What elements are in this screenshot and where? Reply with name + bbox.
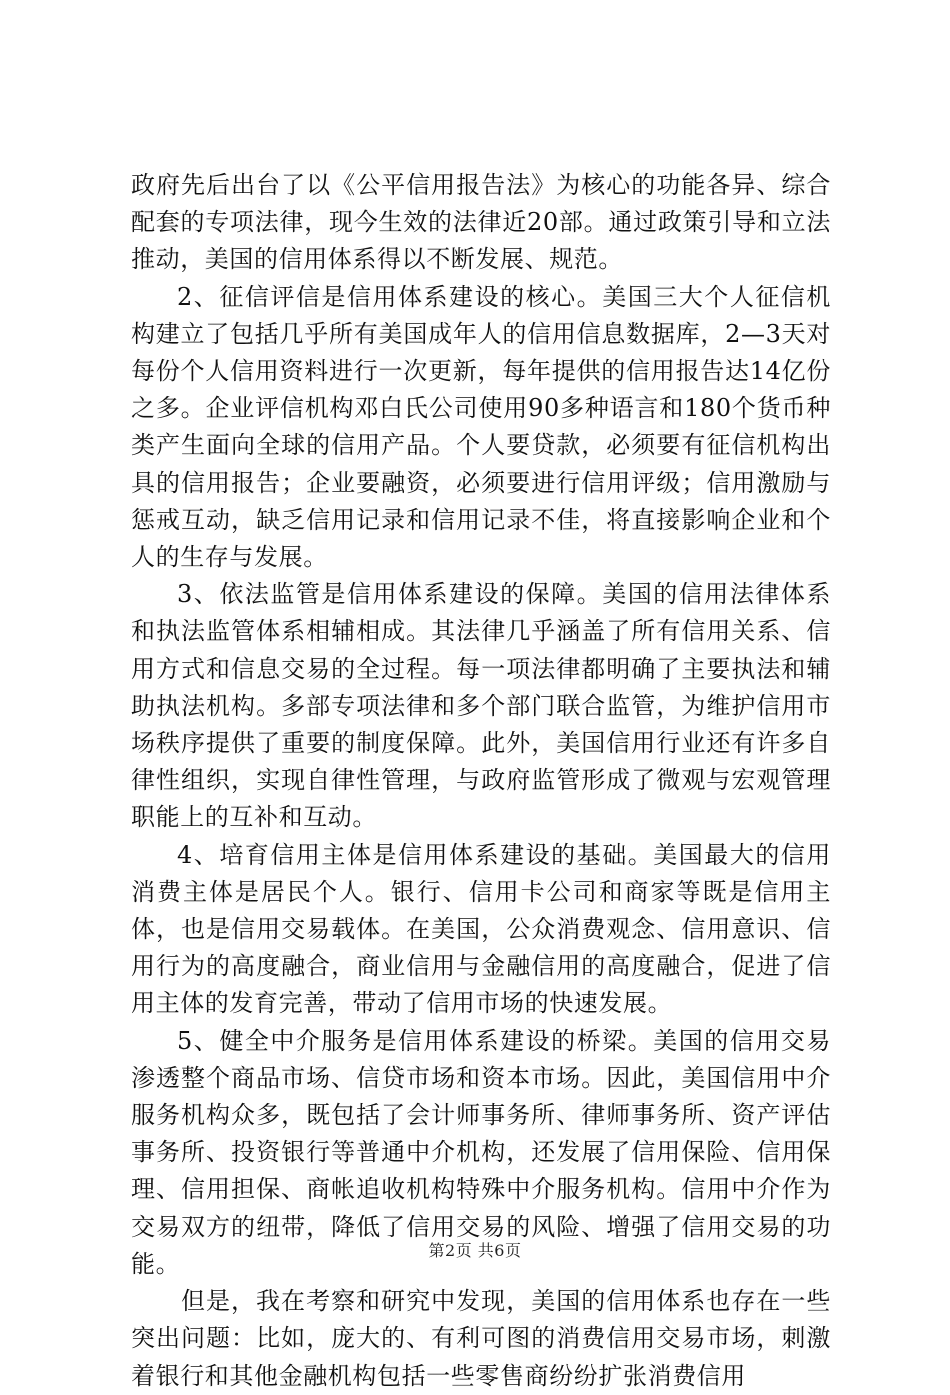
paragraph-problems: 但是，我在考察和研究中发现，美国的信用体系也存在一些突出问题：比如，庞大的、有利可图的消费信用交易市场，刺激着银行和其他金融机构包括一些零售商纷纷扩张消费信用	[131, 1287, 831, 1390]
paragraph-intermediary-services: 5、健全中介服务是信用体系建设的桥梁。美国的信用交易渗透整个商品市场、信贷市场和资本市场。因此，美国信用中介服务机构众多，既包括了会计师事务所、律师事务所、资产评估事务所、投资银行等普通中介机构，还发展了信用保险、信用保理、信用担保、商帐追收机构特殊中介服务机构。信用中介作为交易双方的纽带，降低了信用交易的风险、增强了信用交易的功能。	[131, 1026, 831, 1278]
paragraph-credit-rating: 2、征信评信是信用体系建设的核心。美国三大个人征信机构建立了包括几乎所有美国成年人的信用信息数据库，2—3天对每份个人信用资料进行一次更新，每年提供的信用报告达14亿份之多。企业评信机构邓白氏公司使用90多种语言和180个货币种类产生面向全球的信用产品。个人要贷款，必须要有征信机构出具的信用报告；企业要融资，必须要进行信用评级；信用激励与惩戒互动，缺乏信用记录和信用记录不佳，将直接影响企业和个人的生存与发展。	[131, 282, 831, 572]
document-body	[131, 167, 831, 1395]
page-footer: 第2页 共6页	[428, 1241, 522, 1260]
paragraph-credit-subjects: 4、培育信用主体是信用体系建设的基础。美国最大的信用消费主体是居民个人。银行、信用卡公司和商家等既是信用主体，也是信用交易载体。在美国，公众消费观念、信用意识、信用行为的高度融合，商业信用与金融信用的高度融合，促进了信用主体的发育完善，带动了信用市场的快速发展。	[131, 840, 831, 1018]
paragraph-legal-supervision: 3、依法监管是信用体系建设的保障。美国的信用法律体系和执法监管体系相辅相成。其法律几乎涵盖了所有信用关系、信用方式和信息交易的全过程。每一项法律都明确了主要执法和辅助执法机构。多部专项法律和多个部门联合监管，为维护信用市场秩序提供了重要的制度保障。此外，美国信用行业还有许多自律性组织，实现自律性管理，与政府监管形成了微观与宏观管理职能上的互补和互动。	[131, 580, 831, 832]
paragraph-intro-continued: 政府先后出台了以《公平信用报告法》为核心的功能各异、综合配套的专项法律，现今生效的法律近20部。通过政策引导和立法推动，美国的信用体系得以不断发展、规范。	[131, 171, 831, 274]
